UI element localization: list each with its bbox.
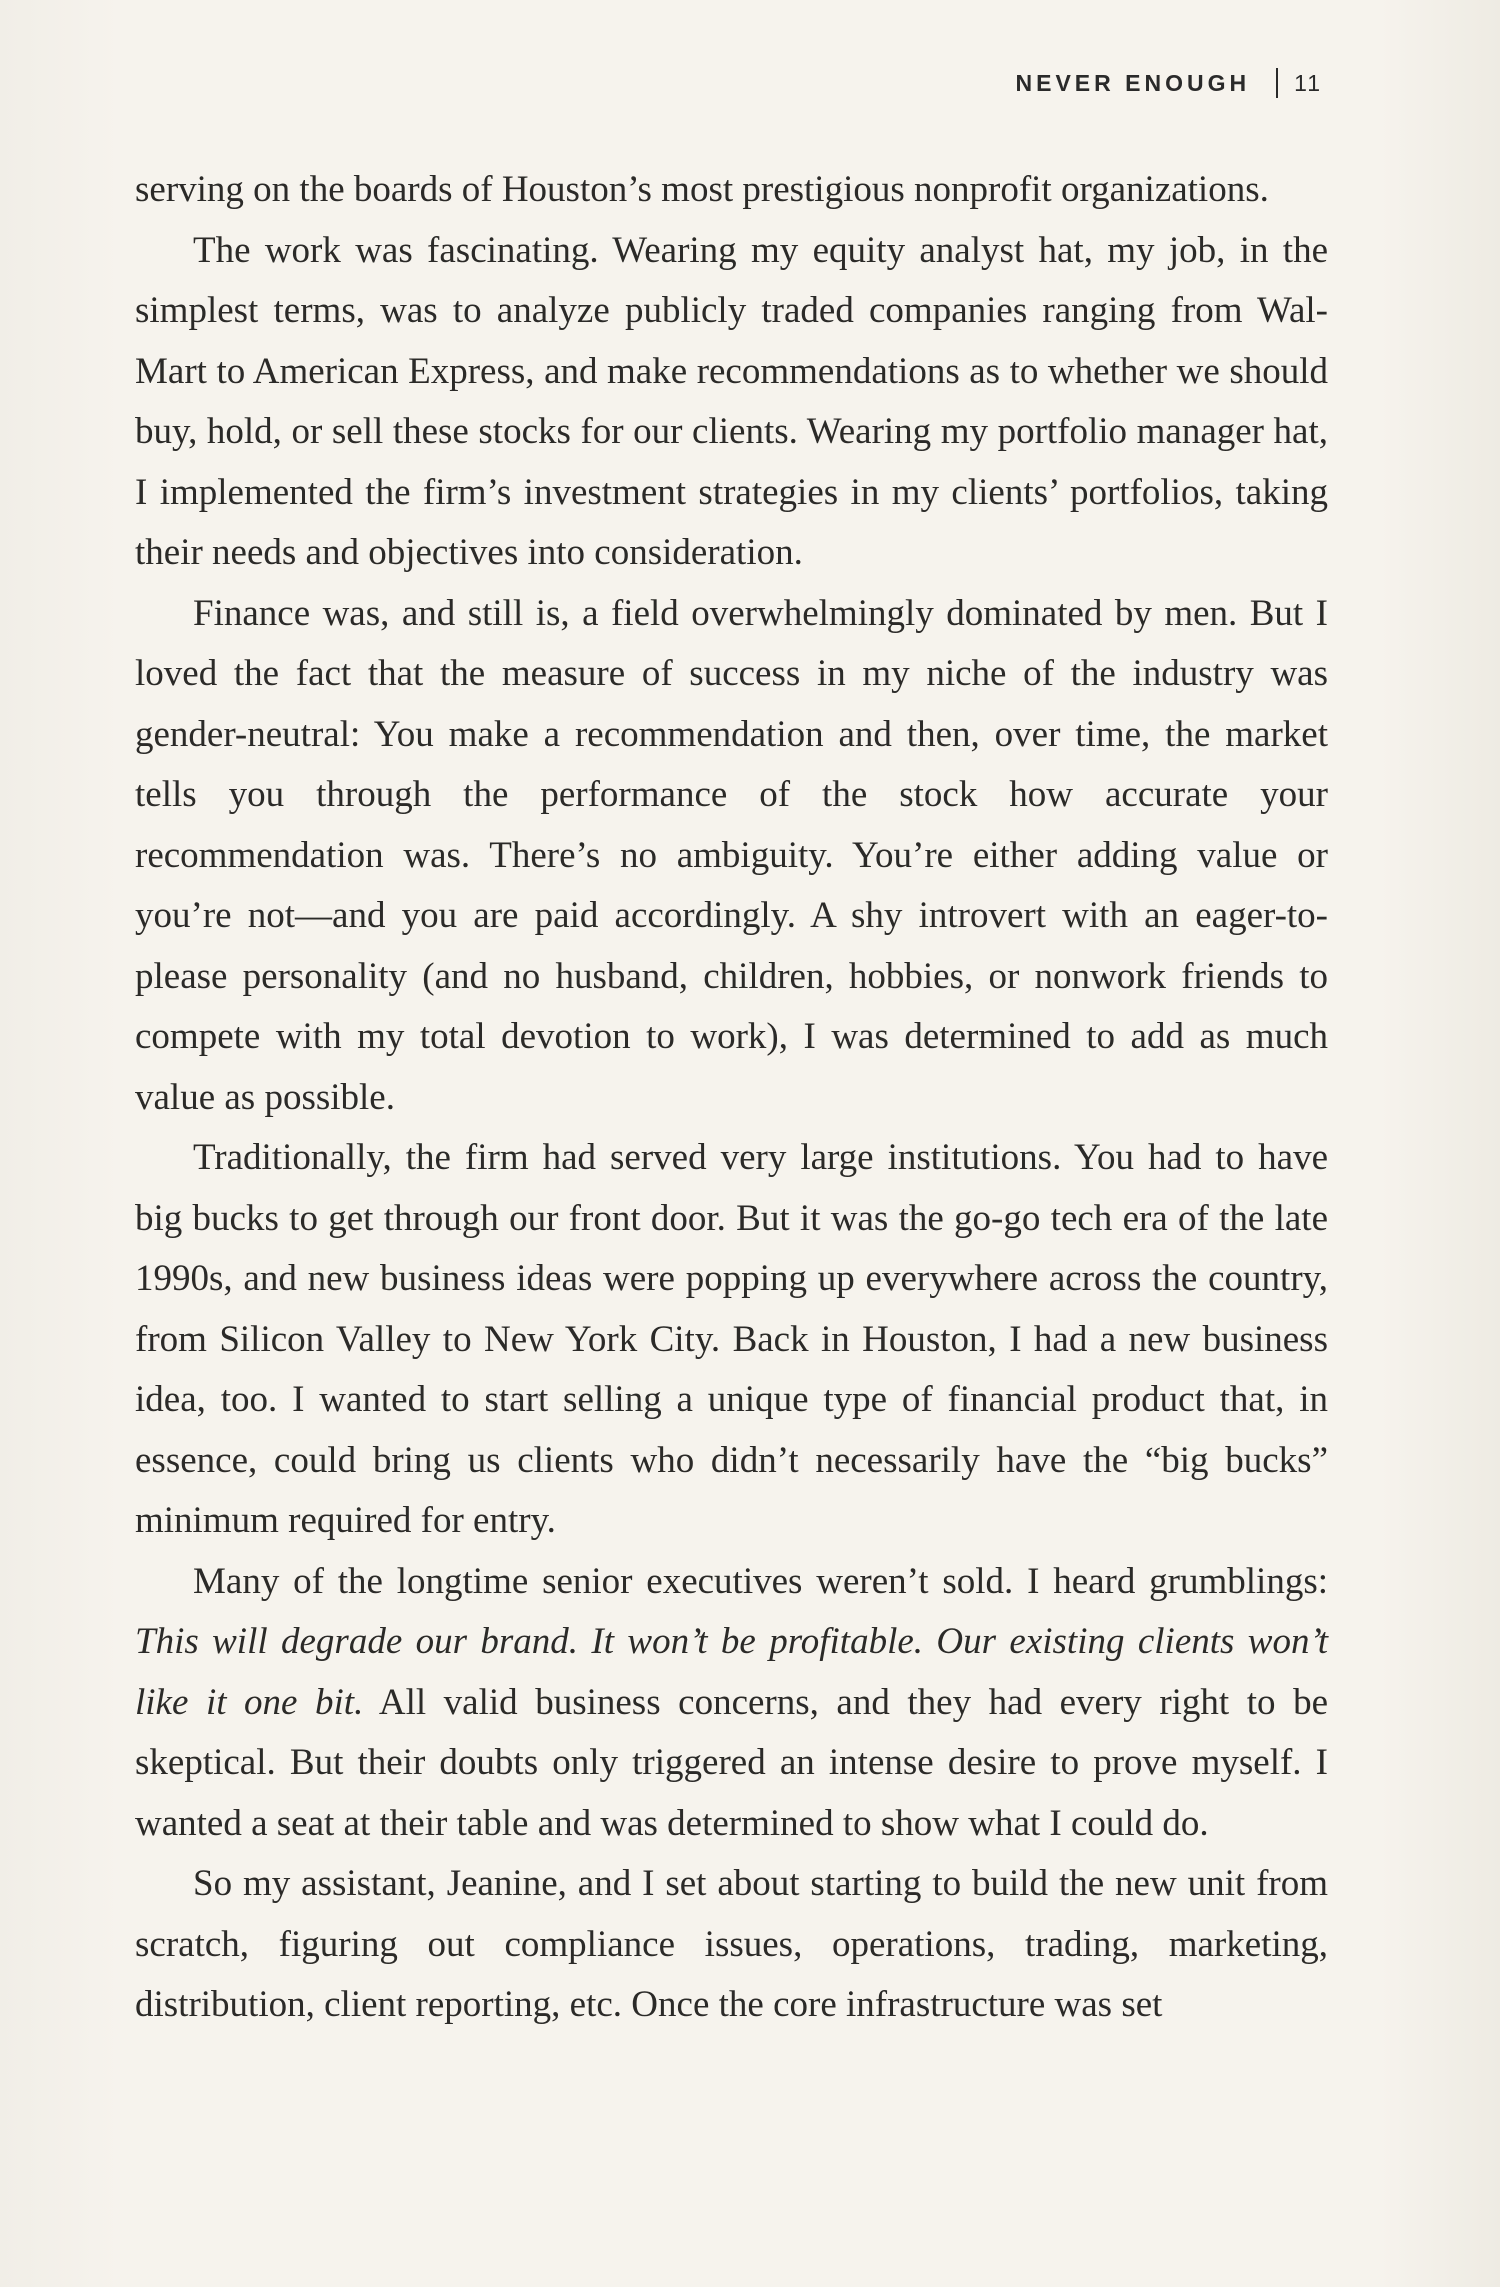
- running-header: [1016, 68, 1322, 98]
- running-title: NEVER ENOUGH: [1015, 69, 1251, 96]
- paragraph-5: [135, 1552, 1328, 1855]
- paragraph-2: The work was fascinating. Wearing my equity analyst hat, my job, in the simplest terms, was to analyze publicly traded companies ranging from Wal-Mart to American Express, and make recommendations as to whether we should buy, hold, or sell these stocks for our clients. Wearing my portfolio manager hat, I implemented the firm’s investment strategies in my clients’ portfolios, taking their needs and objectives into consideration.: [135, 229, 1328, 573]
- page-number: 11: [1294, 69, 1322, 96]
- paragraph-5-italic-quote: This will degrade our brand. It won’t be profitable. Our existing clients won’t like it one bit.: [135, 1621, 1328, 1723]
- paragraph-1: serving on the boards of Houston’s most prestigious nonprofit organizations.: [135, 169, 1269, 210]
- body-text: [135, 160, 1328, 2036]
- paragraph-4: Traditionally, the firm had served very large institutions. You had to have big bucks to get through our front door. But it was the go-go tech era of the late 1990s, and new business ideas were popping up everywhere across the country, from Silicon Valley to New York City. Back in Houston, I had a new business idea, too. I wanted to start selling a unique type of financial product that, in essence, could bring us clients who didn’t necessarily have the “big bucks” minimum required for entry.: [135, 1137, 1328, 1541]
- paragraph-6: So my assistant, Jeanine, and I set about starting to build the new unit from scratch, figuring out compliance issues, operations, trading, marketing, distribution, client reporting, etc. Once the core infrastructure was set: [135, 1863, 1328, 2025]
- paragraph-3: Finance was, and still is, a field overwhelmingly dominated by men. But I loved the fact that the measure of success in my niche of the industry was gender-neutral: You make a recommendation and then, over time, the market tells you through the performance of the stock how accurate your recommendation was. There’s no ambiguity. You’re either adding value or you’re not—and you are paid accordingly. A shy introvert with an eager-to-please personality (and no husband, children, hobbies, or nonwork friends to compete with my total devotion to work), I was determined to add as much value as possible.: [135, 592, 1328, 1118]
- paragraph-5-lead: Many of the longtime senior executives weren’t sold. I heard grumblings:: [193, 1560, 1328, 1602]
- header-separator: [1276, 68, 1278, 98]
- paragraph-5-tail: All valid business concerns, and they had every right to be skeptical. But their doubts only triggered an intense desire to prove myself. I wanted a seat at their table and was determined to show what I could do.: [135, 1681, 1328, 1844]
